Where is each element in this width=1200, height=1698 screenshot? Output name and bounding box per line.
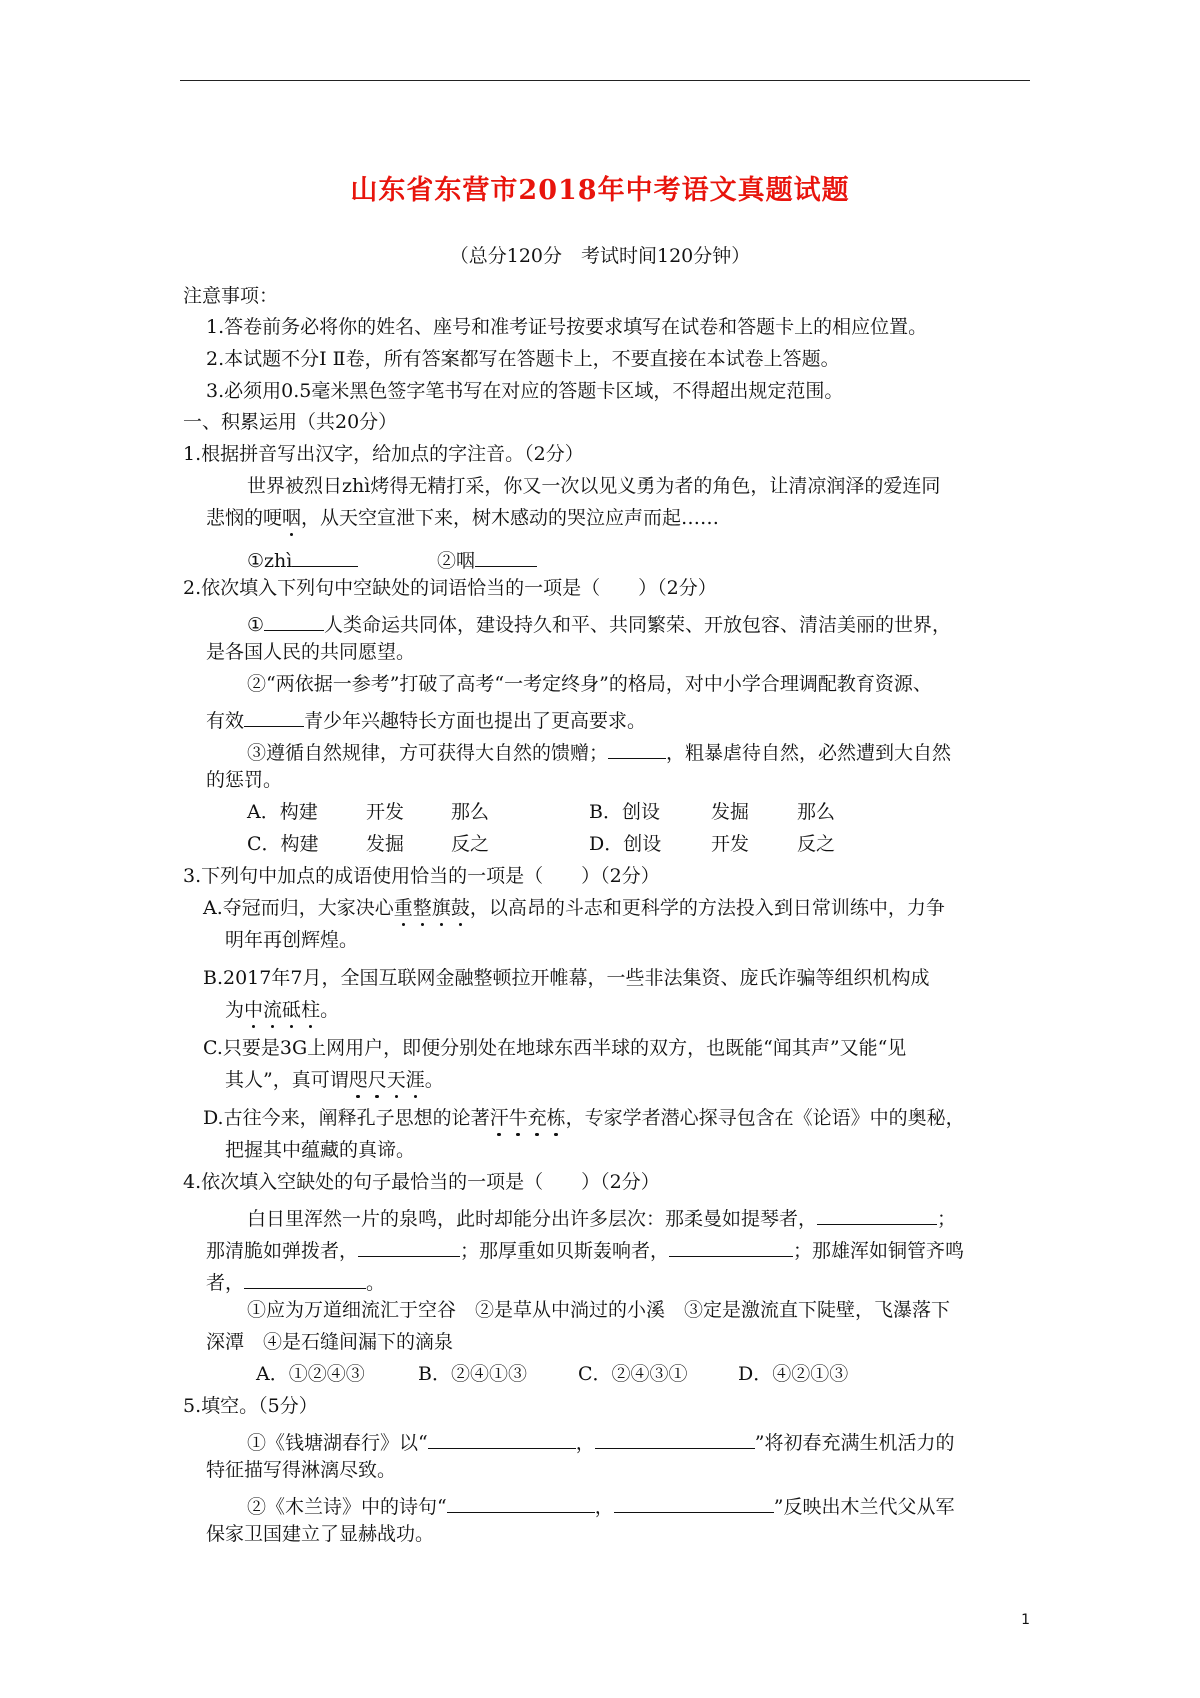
- passage-line: 世界被烈日zhì烤得无精打采，你又一次以见义勇为者的角色，让清凉润泽的爱连同: [247, 475, 941, 497]
- option-d-word: 反之: [797, 833, 836, 855]
- choice-line: 深潭 ④是石缝间漏下的滴泉: [206, 1331, 454, 1353]
- option-b-word: 那么: [797, 801, 836, 823]
- question-stem: 5.填空。（5分）: [183, 1395, 318, 1417]
- option-b[interactable]: B．创设: [589, 801, 660, 823]
- option-a[interactable]: A．构建: [247, 801, 318, 823]
- dotted-char: 栋: [546, 1107, 566, 1129]
- question-stem: 4.依次填入空缺处的句子最恰当的一项是（ ）（2分）: [183, 1171, 660, 1193]
- option-b[interactable]: B．②④①③: [418, 1363, 527, 1385]
- dotted-char: 砥: [282, 999, 302, 1021]
- fill-line: 特征描写得淋漓尽致。: [206, 1459, 397, 1481]
- sentence-line: ③遵循自然规律，方可获得大自然的馈赠； ，粗暴虐待自然，必然遭到大自然: [247, 739, 951, 763]
- option-a-line: 明年再创辉煌。: [225, 929, 359, 951]
- page-number: 1: [1021, 1612, 1030, 1628]
- passage-line: 那清脆如弹拨者， ；那厚重如贝斯轰响者， ；那雄浑如铜管齐鸣: [206, 1237, 964, 1261]
- page-title: 山东省东营市2018年中考语文真题试题: [350, 175, 850, 206]
- exam-meta: （总分120分 考试时间120分钟）: [449, 245, 751, 267]
- dotted-char: 重: [393, 897, 413, 919]
- option-b-line: 为中流砥柱。: [225, 999, 340, 1021]
- answer-blank-1[interactable]: ①zhì: [247, 547, 358, 571]
- option-d[interactable]: D．创设: [589, 833, 662, 855]
- option-d[interactable]: D．④②①③: [738, 1363, 849, 1385]
- option-c-word: 反之: [451, 833, 490, 855]
- question-stem: 1.根据拼音写出汉字，给加点的字注音。（2分）: [183, 443, 584, 465]
- sentence-line: 的惩罚。: [206, 769, 283, 791]
- header-rule: [180, 80, 1030, 81]
- sentence-line: ① 人类命运共同体，建设持久和平、共同繁荣、开放包容、清洁美丽的世界，: [247, 611, 951, 635]
- option-a-word: 开发: [366, 801, 405, 823]
- option-d-line[interactable]: D.古往今来，阐释孔子思想的论著汗牛充栋，专家学者潜心探寻包含在《论语》中的奥秘，: [203, 1107, 965, 1129]
- dotted-char: 涯: [405, 1069, 425, 1091]
- fill-line: 保家卫国建立了显赫战功。: [206, 1523, 435, 1545]
- option-a[interactable]: A．①②④③: [256, 1363, 365, 1385]
- question-stem: 3.下列句中加点的成语使用恰当的一项是（ ）（2分）: [183, 865, 660, 887]
- note-item: 1.答卷前务必将你的姓名、座号和准考证号按要求填写在试卷和答题卡上的相应位置。: [206, 316, 928, 338]
- dotted-char: 牛: [508, 1107, 528, 1129]
- dotted-char: 咽: [282, 507, 302, 529]
- choice-line: ①应为万道细流汇于空谷 ②是草从中淌过的小溪 ③定是激流直下陡壁，飞瀑落下: [247, 1299, 951, 1321]
- option-c-line[interactable]: C.只要是3G上网用户，即便分别处在地球东西半球的双方，也既能“闻其声”又能“见: [203, 1037, 907, 1059]
- option-a-word: 那么: [451, 801, 490, 823]
- dotted-char: 咫: [348, 1069, 368, 1091]
- option-c[interactable]: C．构建: [247, 833, 319, 855]
- dotted-char: 流: [263, 999, 283, 1021]
- note-item: 3.必须用0.5毫米黑色签字笔书写在对应的答题卡区域，不得超出规定范围。: [206, 380, 844, 402]
- dotted-char: 天: [386, 1069, 406, 1091]
- dotted-char: 柱: [301, 999, 321, 1021]
- option-b-word: 发掘: [711, 801, 750, 823]
- dotted-char: 充: [527, 1107, 547, 1129]
- dotted-char: 整: [412, 897, 432, 919]
- option-b-line[interactable]: B.2017年7月，全国互联网金融整顿拉开帷幕，一些非法集资、庞氏诈骗等组织机构成: [203, 967, 930, 989]
- section-heading: 一、积累运用（共20分）: [183, 411, 398, 433]
- option-d-line: 把握其中蕴藏的真谛。: [225, 1139, 416, 1161]
- passage-line: 白日里浑然一片的泉鸣，此时却能分出许多层次：那柔曼如提琴者， ；: [247, 1205, 956, 1229]
- option-c[interactable]: C．②④③①: [578, 1363, 688, 1385]
- dotted-char: 鼓: [450, 897, 470, 919]
- question-stem: 2.依次填入下列句中空缺处的词语恰当的一项是（ ）（2分）: [183, 577, 717, 599]
- sentence-line: 是各国人民的共同愿望。: [206, 641, 416, 663]
- dotted-char: 尺: [367, 1069, 387, 1091]
- option-c-word: 发掘: [366, 833, 405, 855]
- notes-heading: 注意事项：: [183, 285, 279, 307]
- dotted-char: 旗: [431, 897, 451, 919]
- sentence-line: ②“两依据一参考”打破了高考“一考定终身”的格局，对中小学合理调配教育资源、: [247, 673, 932, 695]
- dotted-char: 汗: [489, 1107, 509, 1129]
- passage-line: 者， 。: [206, 1269, 385, 1293]
- option-a-line[interactable]: A.夺冠而归，大家决心重整旗鼓，以高昂的斗志和更科学的方法投入到日常训练中，力争: [203, 897, 945, 919]
- fill-line[interactable]: ①《钱塘湖春行》以“ ， ”将初春充满生机活力的: [247, 1429, 954, 1453]
- fill-line[interactable]: ②《木兰诗》中的诗句“ ， ”反映出木兰代父从军: [247, 1493, 954, 1517]
- option-d-word: 开发: [711, 833, 750, 855]
- dotted-char: 中: [244, 999, 264, 1021]
- note-item: 2.本试题不分Ⅰ Ⅱ卷，所有答案都写在答题卡上，不要直接在本试卷上答题。: [206, 348, 840, 370]
- passage-line: 悲悯的哽咽，从天空宣泄下来，树木感动的哭泣应声而起……: [206, 507, 720, 529]
- answer-blank-2[interactable]: ②咽: [437, 547, 537, 571]
- option-c-line: 其人”，真可谓咫尺天涯。: [225, 1069, 444, 1091]
- sentence-line: 有效 青少年兴趣特长方面也提出了更高要求。: [206, 707, 646, 731]
